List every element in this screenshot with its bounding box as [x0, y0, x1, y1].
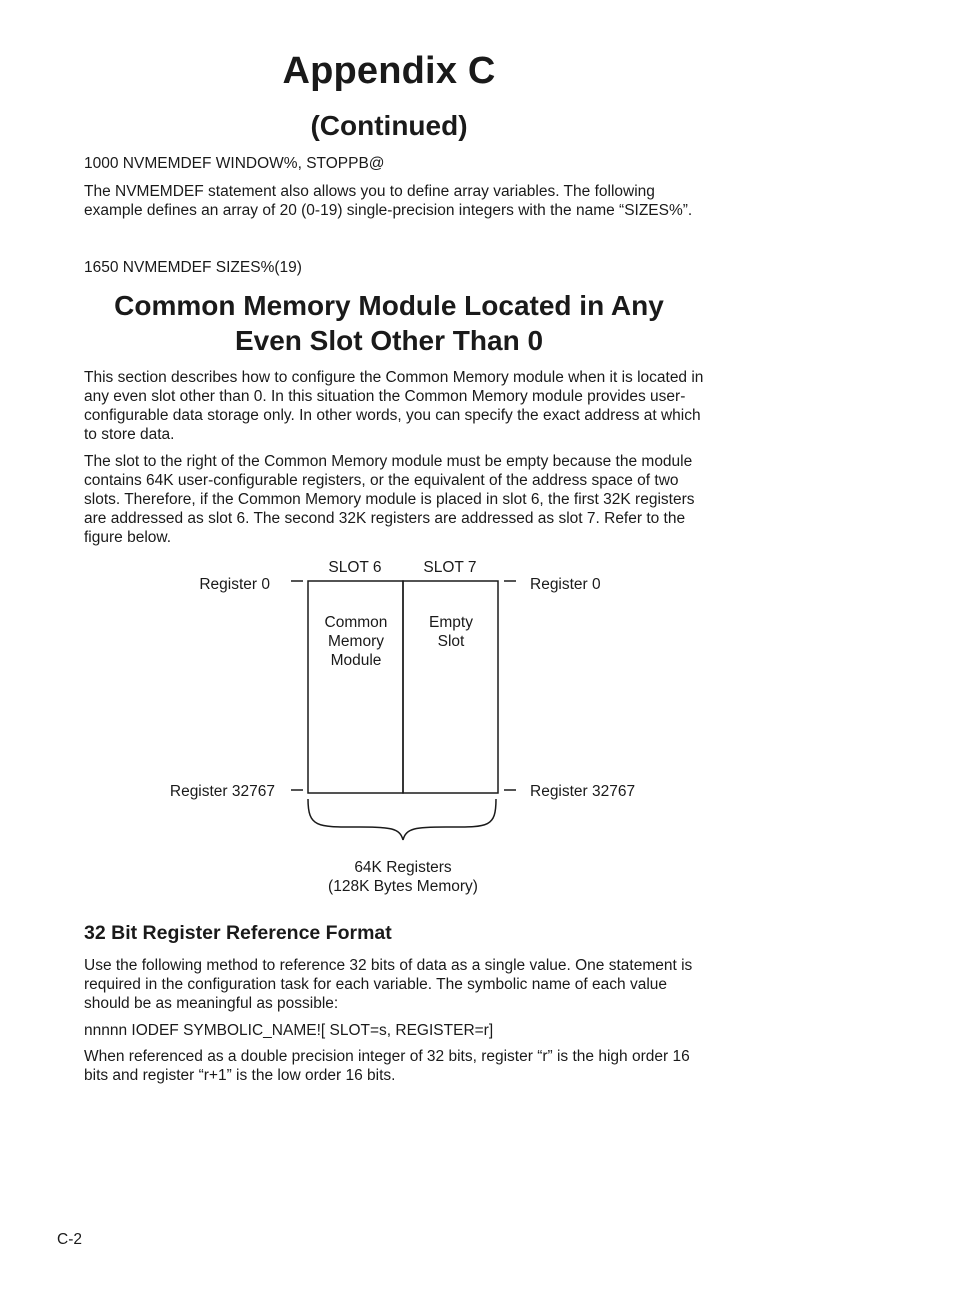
slot-register-figure — [0, 550, 954, 910]
left-register-0-label: Register 0 — [199, 576, 270, 593]
empty-slot-box — [403, 581, 498, 793]
code-line-nvmemdef-sizes: 1650 NVMEMDEF SIZES%(19) — [84, 259, 302, 276]
page-subtitle: (Continued) — [310, 110, 468, 141]
slot-7-label: SLOT 7 — [423, 559, 477, 576]
intro-paragraph: The NVMEMDEF statement also allows you to define array variables. The following example defines an array of 20 (0-19) single-precision integers with the name “SIZES%”. — [84, 183, 693, 219]
subsection-heading: 32 Bit Register Reference Format — [84, 922, 392, 944]
right-register-0-label: Register 0 — [530, 576, 601, 593]
code-line-iodef: nnnnn IODEF SYMBOLIC_NAME![ SLOT=s, REGISTER=r] — [84, 1022, 494, 1039]
empty-slot-line-1: Empty — [429, 614, 473, 631]
left-register-32767-label: Register 32767 — [169, 783, 275, 800]
subsection-paragraph-1: Use the following method to reference 32 bits of data as a single value. One statement is required in the configuration task for each variable. The symbolic name of each value should be as meaningful as possible: — [84, 957, 693, 1012]
common-memory-slot-box — [308, 581, 403, 793]
section-heading — [84, 288, 694, 358]
slot-6-label: SLOT 6 — [328, 559, 382, 576]
brace-caption-line-2: (128K Bytes Memory) — [328, 878, 478, 895]
section-heading-line-2: Even Slot Other Than 0 — [234, 325, 544, 356]
subsection-paragraph-2: When referenced as a double precision integer of 32 bits, register “r” is the high order 16 bits and register “r+1” is the low order 16 bits. — [84, 1048, 690, 1084]
code-line-nvmemdef-window: 1000 NVMEMDEF WINDOW%, STOPPB@ — [84, 155, 385, 172]
section-paragraph-2: The slot to the right of the Common Memory module must be empty because the module contains 64K user-configurable registers, or the equivalent of the address space of two slots. Therefore, if the Common Memory module is placed in slot 6, the first 32K registers are addressed as slot 6. The second 32K registers are addressed as slot 7. Refer to the figure below. — [84, 453, 695, 546]
right-register-32767-label: Register 32767 — [530, 783, 636, 800]
curly-brace — [308, 799, 496, 840]
brace-caption-line-1: 64K Registers — [354, 859, 452, 876]
section-paragraph-1: This section describes how to configure the Common Memory module when it is located in any even slot other than 0. In this situation the Common Memory module provides user-configurable data storage only. In other words, you can specify the exact address at which to store data. — [84, 369, 704, 443]
common-memory-line-2: Memory — [328, 633, 384, 650]
page-number: C-2 — [57, 1231, 82, 1248]
page-title: Appendix C — [282, 50, 496, 92]
common-memory-line-1: Common — [324, 614, 388, 631]
empty-slot-line-2: Slot — [437, 633, 465, 650]
common-memory-line-3: Module — [330, 652, 382, 669]
section-heading-line-1: Common Memory Module Located in Any — [114, 290, 664, 321]
